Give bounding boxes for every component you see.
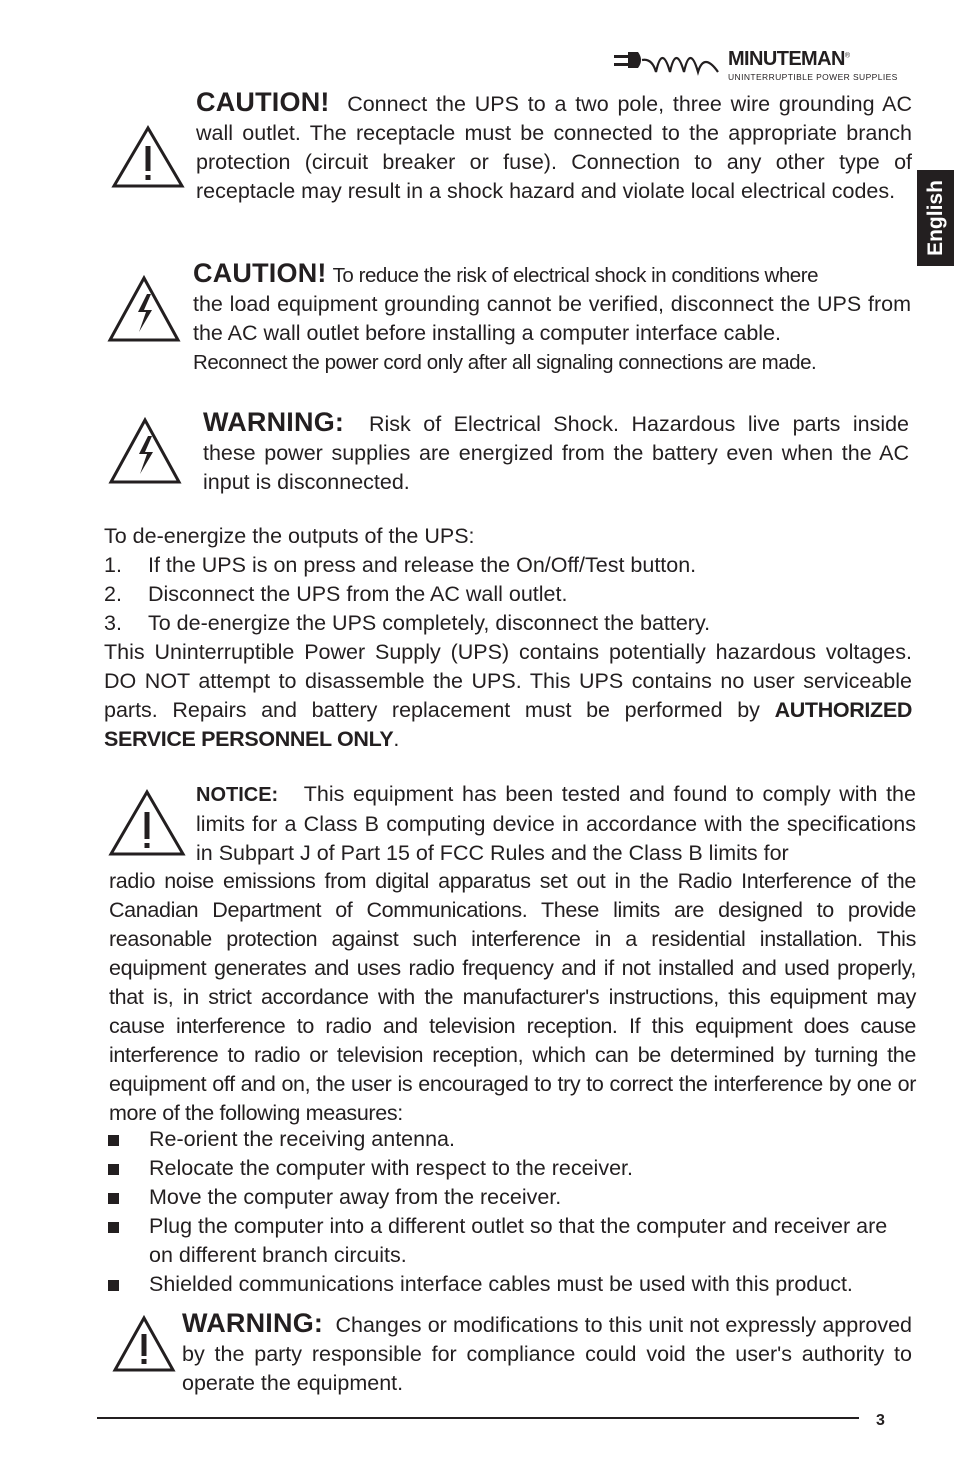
bullet-icon (108, 1164, 119, 1175)
brand-tagline: UNINTERRUPTIBLE POWER SUPPLIES (728, 72, 898, 82)
caution1-block (196, 88, 912, 206)
measure-text: Shielded communications interface cables must be used with this product. (149, 1272, 853, 1296)
step-text: Disconnect the UPS from the AC wall outlet. (148, 582, 568, 606)
plug-wave-icon (608, 44, 728, 84)
bullet-icon (108, 1280, 119, 1291)
notice-heading: NOTICE: (196, 784, 279, 806)
caution2-block (193, 259, 911, 377)
hazard-period: . (393, 727, 400, 751)
registered-mark: ® (844, 52, 850, 60)
exclamation-triangle-icon (111, 1314, 177, 1374)
measure-text: Re-orient the receiving antenna. (149, 1127, 455, 1151)
step-number: 3. (104, 611, 122, 635)
notice-intro: This equipment has been tested and found to comply with the limits for a Class B computing device in accordance with the specifications in Subpart J of Part 15 of FCC Rules and the Class B limits for (196, 782, 916, 865)
bullet-icon (108, 1135, 119, 1146)
authorized-personnel: AUTHORIZED SERVICE PERSONNEL ONLY (104, 698, 912, 751)
exclamation-triangle-icon (107, 788, 187, 858)
bullet-icon (108, 1193, 119, 1204)
notice-body: radio noise emissions from digital apparatus set out in the Radio Interference of the Canadian Department of Communications. These limits are designed to provide reasonable protection against such interference in a residential installation. This equipment generates and uses radio frequency and if not installed and used properly, that is, in strict accordance with the manufacturer's instructions, this equipment may cause interference to radio and television reception. If this equipment does cause interference to radio or television reception, which can be determined by turning the equipment off and on, the user is encouraged to try to correct the interference by one or more of the following measures: (109, 869, 916, 1125)
brand-logo (608, 44, 908, 86)
step-number: 2. (104, 582, 122, 606)
language-tab-label: English (923, 180, 947, 256)
step-number: 1. (104, 553, 122, 577)
measure-text: Move the computer away from the receiver. (149, 1185, 562, 1209)
lightning-triangle-icon (107, 416, 183, 486)
measure-text: Plug the computer into a different outlet so that the computer and receiver are on different branch circuits. (149, 1214, 888, 1267)
footer-rule (97, 1417, 859, 1419)
caution2-body-last: Reconnect the power cord only after all signaling connections are made. (193, 351, 817, 374)
hazard-paragraph (104, 638, 912, 754)
step-text: If the UPS is on press and release the On/Off/Test button. (148, 553, 697, 577)
warning1-body: Risk of Electrical Shock. Hazardous live parts inside these power supplies are energized from the battery even when the AC input is disconnected. (203, 412, 910, 494)
measure-text: Relocate the computer with respect to the receiver. (149, 1156, 633, 1180)
language-tab (917, 170, 954, 266)
hazard-text: This Uninterruptible Power Supply (UPS) contains potentially hazardous voltages. DO NOT attempt to disassemble the UPS. This UPS contains no user serviceable parts. Repairs and battery replacement must be performed by (104, 640, 912, 722)
caution2-heading: CAUTION! (193, 258, 327, 288)
caution1-heading: CAUTION! (196, 87, 330, 117)
step-text: To de-energize the UPS completely, disconnect the battery. (148, 611, 711, 635)
notice-intro-block (196, 780, 916, 868)
warning1-heading: WARNING: (203, 407, 345, 437)
warning1-block (203, 408, 909, 497)
warning2-heading: WARNING: (182, 1308, 324, 1338)
exclamation-triangle-icon (110, 124, 186, 190)
deenergize-intro: To de-energize the outputs of the UPS: (104, 524, 475, 548)
caution2-body: the load equipment grounding cannot be verified, disconnect the UPS from the AC wall outlet before installing a computer interface cable. (193, 292, 911, 345)
bullet-icon (108, 1222, 119, 1233)
caution2-body-line1: To reduce the risk of electrical shock in conditions where (332, 264, 819, 287)
page-number: 3 (876, 1412, 885, 1429)
brand-name: MINUTEMAN (728, 48, 845, 70)
warning2-body: Changes or modifications to this unit not expressly approved by the party responsible for compliance could void the user's authority to operate the equipment. (182, 1313, 912, 1395)
caution1-body: Connect the UPS to a two pole, three wire grounding AC wall outlet. The receptacle must be connected to the appropriate branch protection (circuit breaker or fuse). Connection to any other type of receptacle may result in a shock hazard and violate local electrical codes. (196, 92, 912, 203)
lightning-triangle-icon (106, 274, 182, 344)
warning2-block (182, 1309, 912, 1398)
